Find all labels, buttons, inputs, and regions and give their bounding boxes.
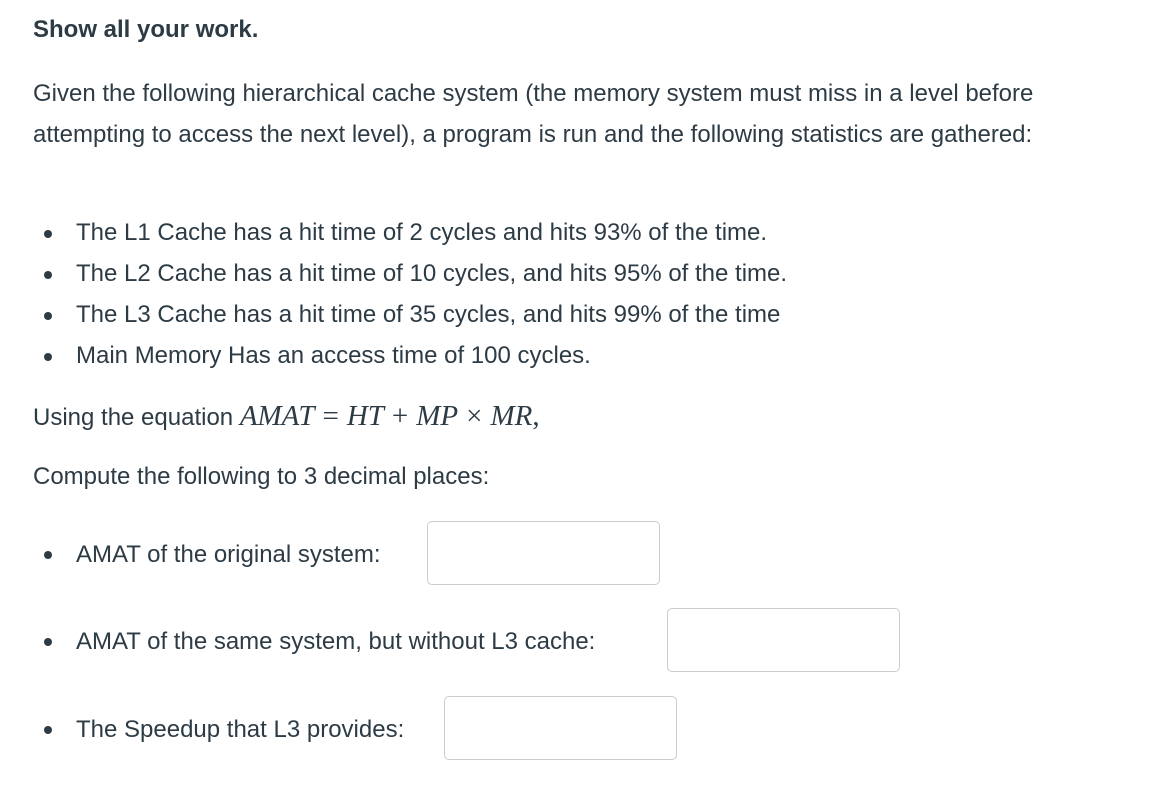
equation-term-ht: HT bbox=[346, 400, 384, 432]
equation-lhs: AMAT bbox=[239, 400, 315, 432]
equation-times: × bbox=[466, 400, 483, 432]
bullet-icon bbox=[44, 551, 52, 559]
stat-l1: The L1 Cache has a hit time of 2 cycles and hits 93% of the time. bbox=[76, 219, 768, 246]
instruction-heading: Show all your work. bbox=[33, 16, 259, 43]
question-label: AMAT of the same system, but without L3 cache: bbox=[76, 628, 596, 655]
problem-description: Given the following hierarchical cache system (the memory system must miss in a level before attempting to access the next level), a program is run and the following statistics are gathered: bbox=[33, 80, 1034, 148]
question-label: The Speedup that L3 provides: bbox=[76, 716, 405, 743]
equation-suffix: , bbox=[532, 400, 540, 432]
list-item bbox=[0, 213, 787, 254]
bullet-icon bbox=[44, 271, 52, 279]
equation-plus: + bbox=[391, 400, 409, 432]
amat-without-l3-input[interactable] bbox=[667, 608, 900, 672]
l3-speedup-input[interactable] bbox=[444, 696, 677, 760]
list-item bbox=[0, 336, 787, 377]
compute-instruction: Compute the following to 3 decimal places: bbox=[33, 463, 490, 490]
equation-term-mp: MP bbox=[416, 400, 459, 432]
equation-term-mr: MR bbox=[490, 400, 533, 432]
equation-prefix: Using the equation bbox=[33, 404, 240, 431]
list-item bbox=[0, 295, 787, 336]
amat-equation bbox=[240, 400, 540, 432]
statistics-list bbox=[0, 213, 787, 377]
bullet-icon bbox=[44, 353, 52, 361]
equation-sentence bbox=[33, 396, 540, 438]
stat-l3: The L3 Cache has a hit time of 35 cycles, and hits 99% of the time bbox=[76, 301, 781, 328]
bullet-icon bbox=[44, 638, 52, 646]
bullet-icon bbox=[44, 726, 52, 734]
equation-equals: = bbox=[322, 400, 339, 432]
bullet-icon bbox=[44, 230, 52, 238]
stat-l2: The L2 Cache has a hit time of 10 cycles, and hits 95% of the time. bbox=[76, 260, 788, 287]
amat-original-input[interactable] bbox=[427, 521, 660, 585]
bullet-icon bbox=[44, 312, 52, 320]
question-label: AMAT of the original system: bbox=[76, 541, 381, 568]
list-item bbox=[0, 254, 787, 295]
stat-main-memory: Main Memory Has an access time of 100 cycles. bbox=[76, 342, 591, 369]
